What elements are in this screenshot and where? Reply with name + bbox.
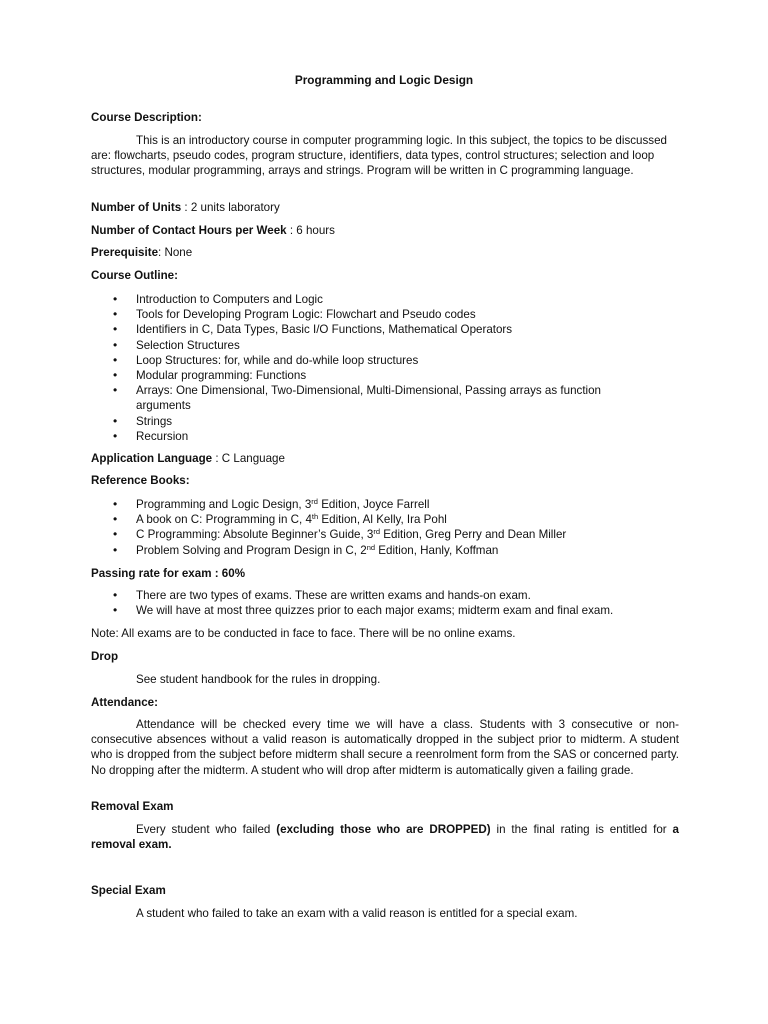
- passing-rate-heading: Passing rate for exam : 60%: [91, 567, 246, 580]
- document-title: Programming and Logic Design: [294, 73, 474, 87]
- exam-note: Note: All exams are to be conducted in face to face. There will be no online exams.: [91, 627, 516, 640]
- contact-hours-label: Number of Contact Hours per Week: [91, 224, 287, 237]
- list-item: • Tools for Developing Program Logic: Flowchart and Pseudo codes: [91, 307, 679, 322]
- course-description-heading: Course Description:: [91, 111, 202, 124]
- list-item: • Modular programming: Functions: [91, 368, 679, 383]
- list-item: • Programming and Logic Design, 3rd Edition, Joyce Farrell: [91, 497, 679, 512]
- removal-exam-heading: Removal Exam: [91, 800, 174, 813]
- list-item: • We will have at most three quizzes prior to each major exams; midterm exam and final exam.: [91, 603, 679, 618]
- special-exam-heading: Special Exam: [91, 884, 166, 897]
- application-language-value: : C Language: [212, 452, 285, 465]
- drop-heading: Drop: [91, 650, 119, 663]
- special-exam-text: A student who failed to take an exam with a valid reason is entitled for a special exam.: [136, 907, 578, 920]
- list-item: • Selection Structures: [91, 338, 679, 353]
- attendance-text: Attendance will be checked every time we will have a class. Students with 3 consecutive or non-consecutive absences without a valid reason is automatically dropped in the subject prior to midterm. A student who is dropped from the subject before midterm shall secure a reenrolment form from the SAS or concerned party. No dropping after the midterm. A student who will drop after midterm is automatically given a failing grade.: [91, 718, 679, 777]
- units-value: : 2 units laboratory: [181, 201, 280, 214]
- contact-hours-line: [91, 223, 679, 238]
- prerequisite-label: Prerequisite: [91, 246, 159, 259]
- list-item: • Recursion: [91, 429, 679, 444]
- passing-rate-list: [91, 588, 679, 618]
- course-outline-list: [91, 292, 679, 444]
- list-item: • Introduction to Computers and Logic: [91, 292, 679, 307]
- application-language-line: [91, 451, 679, 466]
- list-item: • A book on C: Programming in C, 4th Edition, Al Kelly, Ira Pohl: [91, 512, 679, 527]
- course-description-text: This is an introductory course in computer programming logic. In this subject, the topics to be discussed are: flowcharts, pseudo codes, program structure, identifiers, data types, control structures; selection and loop structures, modular programming, arrays and strings. Program will be written in C programming language.: [91, 134, 667, 178]
- reference-books-heading: Reference Books:: [91, 474, 190, 487]
- list-item: • There are two types of exams. These are written exams and hands-on exam.: [91, 588, 679, 603]
- drop-text: See student handbook for the rules in dropping.: [136, 673, 381, 686]
- list-item: • C Programming: Absolute Beginner’s Guide, 3rd Edition, Greg Perry and Dean Miller: [91, 527, 679, 542]
- list-item: • Loop Structures: for, while and do-while loop structures: [91, 353, 679, 368]
- course-outline-heading: Course Outline:: [91, 269, 178, 282]
- units-line: [91, 200, 679, 215]
- application-language-label: Application Language: [91, 452, 213, 465]
- prerequisite-line: [91, 245, 679, 260]
- list-item: • Arrays: One Dimensional, Two-Dimensional, Multi-Dimensional, Passing arrays as function arguments: [91, 383, 679, 413]
- prerequisite-value: : None: [158, 246, 193, 259]
- reference-books-list: [91, 497, 679, 558]
- units-label: Number of Units: [91, 201, 182, 214]
- removal-exam-text: Every student who failed (excluding those who are DROPPED) in the final rating is entitled for a removal exam.: [91, 823, 679, 852]
- list-item: • Strings: [91, 414, 679, 429]
- contact-hours-value: : 6 hours: [286, 224, 335, 237]
- list-item: • Problem Solving and Program Design in C, 2nd Edition, Hanly, Koffman: [91, 543, 679, 558]
- attendance-heading: Attendance:: [91, 696, 158, 709]
- list-item: • Identifiers in C, Data Types, Basic I/O Functions, Mathematical Operators: [91, 322, 679, 337]
